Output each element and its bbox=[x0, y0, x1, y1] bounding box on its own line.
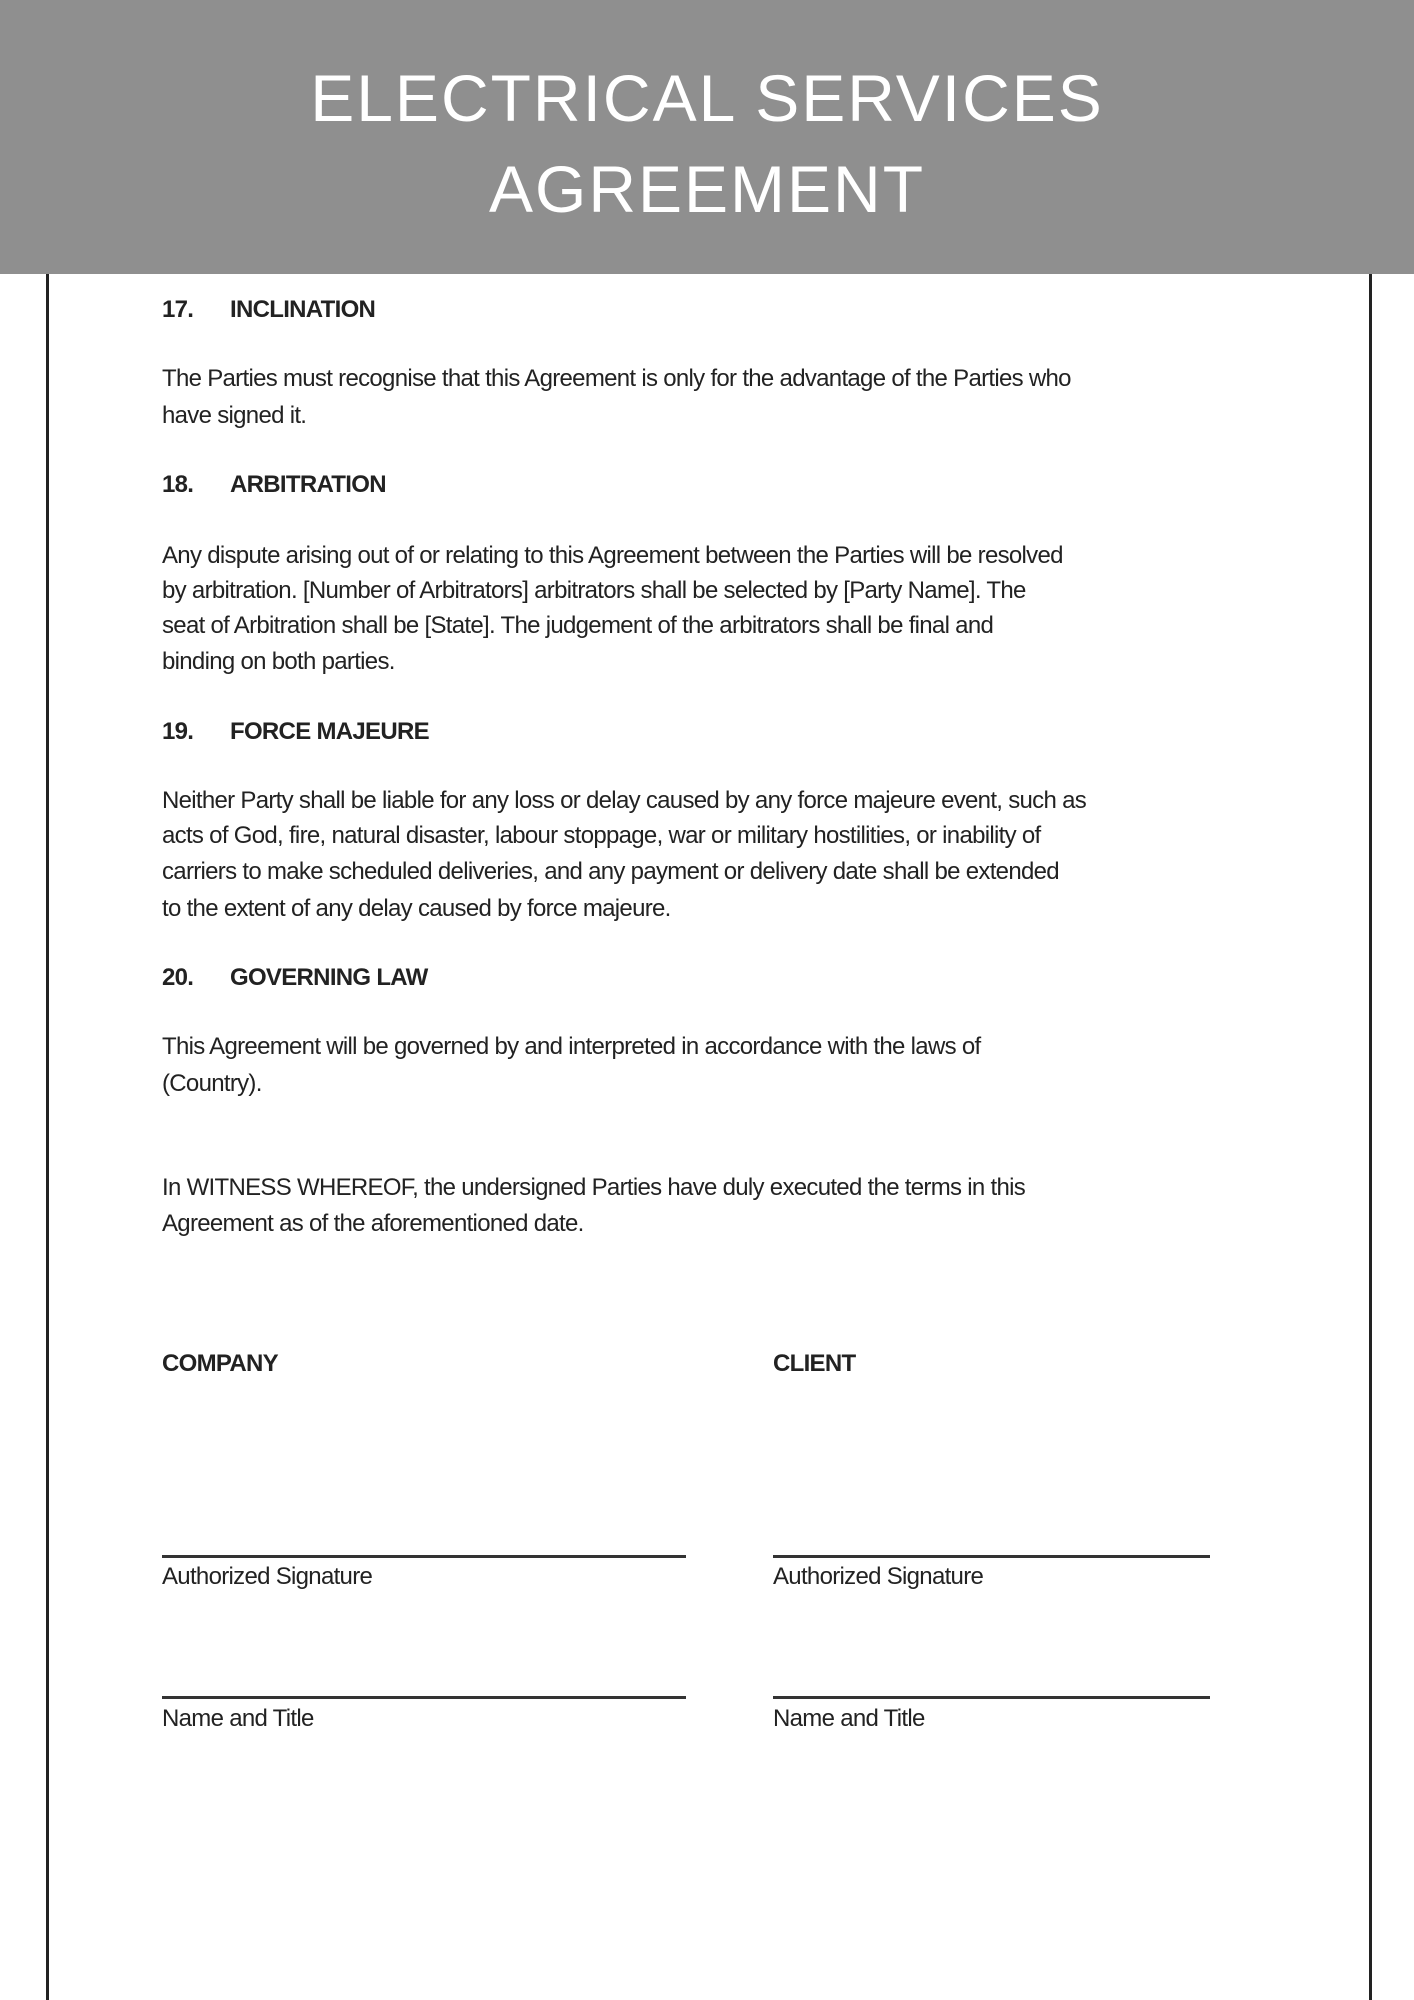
section-text: Neither Party shall be liable for any loss or delay caused by any force majeure event, such as bbox=[162, 787, 1087, 814]
company-name-title-label: Name and Title bbox=[162, 1705, 314, 1732]
title-line-2: AGREEMENT bbox=[488, 152, 926, 226]
client-signature-line bbox=[773, 1555, 1210, 1558]
company-label: COMPANY bbox=[162, 1350, 278, 1377]
title-line-1: ELECTRICAL SERVICES bbox=[310, 61, 1104, 135]
witness-text: Agreement as of the aforementioned date. bbox=[162, 1210, 584, 1237]
page-border-right bbox=[1369, 274, 1372, 2000]
company-name-line bbox=[162, 1696, 686, 1699]
title-banner bbox=[0, 0, 1414, 274]
section-heading: 18. ARBITRATION bbox=[162, 471, 386, 498]
section-text: carriers to make scheduled deliveries, and any payment or delivery date shall be extended bbox=[162, 858, 1059, 885]
section-text: acts of God, fire, natural disaster, labour stoppage, war or military hostilities, or inability of bbox=[162, 822, 1041, 849]
client-label: CLIENT bbox=[773, 1350, 856, 1377]
company-signature-line bbox=[162, 1555, 686, 1558]
section-heading: 20. GOVERNING LAW bbox=[162, 964, 428, 991]
client-name-title-label: Name and Title bbox=[773, 1705, 925, 1732]
section-text: to the extent of any delay caused by force majeure. bbox=[162, 895, 671, 922]
section-heading: 19. FORCE MAJEURE bbox=[162, 718, 429, 745]
section-text: binding on both parties. bbox=[162, 648, 395, 675]
section-text: Any dispute arising out of or relating to this Agreement between the Parties will be resolved bbox=[162, 542, 1063, 569]
section-text: by arbitration. [Number of Arbitrators] arbitrators shall be selected by [Party Name]. The bbox=[162, 577, 1026, 604]
section-text: The Parties must recognise that this Agreement is only for the advantage of the Parties who bbox=[162, 365, 1071, 392]
client-signature-label: Authorized Signature bbox=[773, 1563, 984, 1590]
section-text: have signed it. bbox=[162, 402, 307, 429]
company-signature-label: Authorized Signature bbox=[162, 1563, 373, 1590]
page-border-left bbox=[46, 274, 49, 2000]
section-heading: 17. INCLINATION bbox=[162, 296, 376, 323]
client-name-line bbox=[773, 1696, 1210, 1699]
section-text: This Agreement will be governed by and interpreted in accordance with the laws of bbox=[162, 1033, 981, 1060]
section-text: seat of Arbitration shall be [State]. The judgement of the arbitrators shall be final and bbox=[162, 612, 994, 639]
witness-text: In WITNESS WHEREOF, the undersigned Parties have duly executed the terms in this bbox=[162, 1174, 1026, 1201]
section-text: (Country). bbox=[162, 1070, 262, 1097]
